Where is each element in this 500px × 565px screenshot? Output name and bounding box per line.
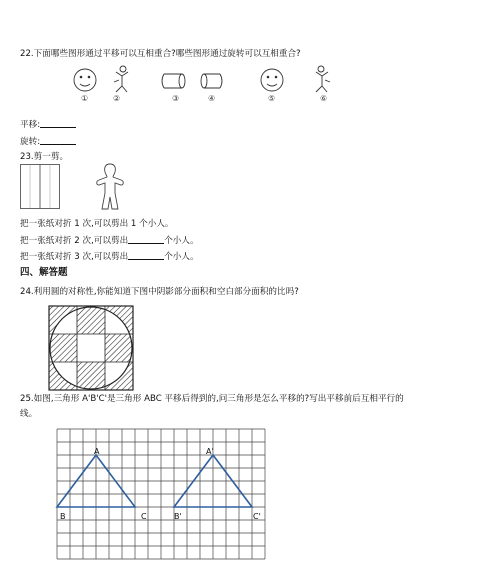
circle-in-square-figure [48, 305, 134, 391]
translate-label: 平移: [20, 120, 41, 130]
q22-text: 22.下面哪些图形通过平移可以互相重合?哪些图形通过旋转可以互相重合? [20, 49, 301, 59]
rotate-blank[interactable] [40, 135, 76, 145]
vertex-label-A-prime: A' [206, 447, 214, 456]
q23-line3-a: 把一张纸对折 3 次,可以剪出 [20, 252, 129, 262]
q23-line3 [20, 250, 199, 263]
running-figure-6 [316, 66, 330, 92]
q23-line2-b: 个小人。 [164, 236, 199, 246]
q23-line2 [20, 234, 199, 247]
translation-grid-figure [55, 428, 270, 560]
q23-line2-a: 把一张纸对折 2 次,可以剪出 [20, 236, 129, 246]
vertex-label-C-prime: C' [253, 512, 261, 521]
q23-blank-2[interactable] [128, 234, 164, 244]
vertex-label-B: B [60, 512, 66, 521]
vertex-label-A: A [94, 447, 100, 456]
smiley-face-figure-1 [74, 69, 96, 91]
figure-label-3: ③ [172, 94, 180, 103]
figure-label-6: ⑥ [320, 94, 328, 103]
running-figure-2 [114, 66, 128, 92]
translate-blank[interactable] [40, 118, 76, 128]
figure-label-1: ① [81, 94, 89, 103]
paper-doll-figure [94, 163, 126, 211]
figure-label-4: ④ [208, 94, 216, 103]
figure-label-5: ⑤ [268, 94, 276, 103]
tube-figure-4 [201, 74, 222, 88]
q25-text-line2: 线。 [20, 409, 38, 419]
q23-text: 23.剪一剪。 [20, 152, 69, 162]
paper-fold-figure [20, 164, 60, 209]
figure-label-2: ② [113, 94, 121, 103]
translate-answer-line [20, 118, 76, 131]
rotate-label: 旋转: [20, 137, 41, 147]
section-heading: 四、解答题 [20, 267, 68, 278]
q25-text-line1: 25.如图,三角形 A'B'C'是三角形 ABC 平移后得到的,问三角形是怎么平移的?写出平移前后互相平行的 [20, 394, 404, 404]
rotate-answer-line [20, 135, 76, 148]
q23-line3-b: 个小人。 [164, 252, 199, 262]
vertex-label-B-prime: B' [174, 512, 182, 521]
q23-blank-3[interactable] [128, 250, 164, 260]
q22-figures [0, 0, 500, 120]
q24-text: 24.利用圆的对称性,你能知道下图中阴影部分面积和空白部分面积的比吗? [20, 287, 299, 297]
tube-figure-3 [162, 74, 185, 88]
vertex-label-C: C [141, 512, 147, 521]
smiley-face-figure-5 [261, 69, 283, 91]
q23-line1: 把一张纸对折 1 次,可以剪出 1 个小人。 [20, 219, 174, 229]
